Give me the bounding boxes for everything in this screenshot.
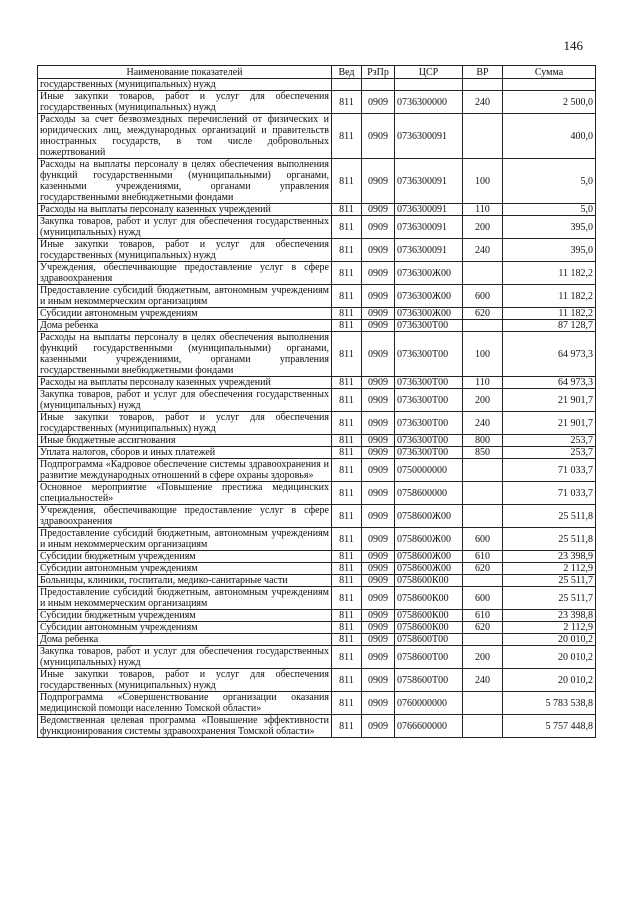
row-rzpr: 0909	[362, 447, 395, 459]
row-sum: 400,0	[503, 114, 596, 159]
row-vr	[463, 715, 503, 738]
row-rzpr: 0909	[362, 239, 395, 262]
row-name: Ведомственная целевая программа «Повышение эффективности функционирования системы здравоохранения Томской области»	[38, 715, 332, 738]
row-rzpr: 0909	[362, 412, 395, 435]
row-sum: 25 511,7	[503, 575, 596, 587]
table-row	[38, 114, 596, 159]
row-csr: 0758600Т00	[395, 646, 463, 669]
row-ved: 811	[332, 435, 362, 447]
row-name: Дома ребенка	[38, 634, 332, 646]
row-sum: 20 010,2	[503, 634, 596, 646]
row-name: Субсидии бюджетным учреждениям	[38, 610, 332, 622]
row-rzpr: 0909	[362, 159, 395, 204]
row-sum: 5 757 448,8	[503, 715, 596, 738]
row-ved: 811	[332, 239, 362, 262]
row-rzpr: 0909	[362, 669, 395, 692]
row-rzpr: 0909	[362, 285, 395, 308]
row-vr: 600	[463, 528, 503, 551]
row-sum: 5,0	[503, 204, 596, 216]
row-sum: 2 500,0	[503, 91, 596, 114]
row-ved: 811	[332, 412, 362, 435]
row-vr: 610	[463, 610, 503, 622]
row-sum: 21 901,7	[503, 412, 596, 435]
row-name: Учреждения, обеспечивающие предоставление услуг в сфере здравоохранения	[38, 262, 332, 285]
row-rzpr: 0909	[362, 634, 395, 646]
table-row	[38, 551, 596, 563]
row-sum: 25 511,8	[503, 505, 596, 528]
table-row	[38, 412, 596, 435]
row-name: Закупка товаров, работ и услуг для обеспечения государственных (муниципальных) нужд	[38, 216, 332, 239]
table-row	[38, 587, 596, 610]
row-vr: 100	[463, 332, 503, 377]
row-vr: 600	[463, 285, 503, 308]
row-csr: 0760000000	[395, 692, 463, 715]
row-vr	[463, 634, 503, 646]
row-ved: 811	[332, 159, 362, 204]
row-csr: 0736300Т00	[395, 435, 463, 447]
row-vr: 800	[463, 435, 503, 447]
row-vr: 110	[463, 204, 503, 216]
row-csr: 0736300091	[395, 114, 463, 159]
table-row	[38, 262, 596, 285]
row-name: Предоставление субсидий бюджетным, автономным учреждениям и иным некоммерческим организациям	[38, 285, 332, 308]
table-row	[38, 528, 596, 551]
row-sum: 64 973,3	[503, 332, 596, 377]
row-csr: 0736300Ж00	[395, 308, 463, 320]
row-name: Иные бюджетные ассигнования	[38, 435, 332, 447]
row-ved: 811	[332, 622, 362, 634]
row-vr	[463, 459, 503, 482]
row-name: Предоставление субсидий бюджетным, автономным учреждениям и иным некоммерческим организациям	[38, 528, 332, 551]
table-row	[38, 505, 596, 528]
row-ved: 811	[332, 587, 362, 610]
row-ved	[332, 79, 362, 91]
row-vr	[463, 692, 503, 715]
row-ved: 811	[332, 308, 362, 320]
row-csr: 0758600Ж00	[395, 563, 463, 575]
row-vr: 620	[463, 308, 503, 320]
row-name: Иные закупки товаров, работ и услуг для обеспечения государственных (муниципальных) нужд	[38, 412, 332, 435]
row-name: Подпрограмма «Совершенствование организации оказания медицинской помощи населению Томской области»	[38, 692, 332, 715]
table-row	[38, 435, 596, 447]
row-csr: 0736300Т00	[395, 389, 463, 412]
row-name: Субсидии бюджетным учреждениям	[38, 551, 332, 563]
row-vr: 200	[463, 216, 503, 239]
row-vr: 600	[463, 587, 503, 610]
table-row	[38, 389, 596, 412]
row-sum: 253,7	[503, 447, 596, 459]
row-name: Закупка товаров, работ и услуг для обеспечения государственных (муниципальных) нужд	[38, 646, 332, 669]
row-csr: 0758600Ж00	[395, 551, 463, 563]
row-sum: 23 398,9	[503, 551, 596, 563]
row-vr: 620	[463, 563, 503, 575]
row-vr: 240	[463, 239, 503, 262]
table-row	[38, 447, 596, 459]
row-csr: 0758600К00	[395, 575, 463, 587]
row-vr: 110	[463, 377, 503, 389]
table-row	[38, 239, 596, 262]
row-vr: 620	[463, 622, 503, 634]
header-rzpr: РзПр	[362, 66, 395, 79]
table-row	[38, 159, 596, 204]
row-vr	[463, 79, 503, 91]
row-csr: 0750000000	[395, 459, 463, 482]
row-name: Расходы на выплаты персоналу в целях обеспечения выполнения функций государственными (муниципальными) органами, казенными учреждениями, органами управления государственными внебюджетными фондами	[38, 159, 332, 204]
row-name: Расходы на выплаты персоналу казенных учреждений	[38, 204, 332, 216]
row-sum: 395,0	[503, 216, 596, 239]
row-vr	[463, 482, 503, 505]
row-name: Расходы на выплаты персоналу в целях обеспечения выполнения функций государственными (муниципальными) органами, казенными учреждениями, органами управления государственными внебюджетными фондами	[38, 332, 332, 377]
row-rzpr: 0909	[362, 505, 395, 528]
row-ved: 811	[332, 91, 362, 114]
row-csr: 0758600К00	[395, 610, 463, 622]
row-rzpr: 0909	[362, 551, 395, 563]
row-csr: 0758600Ж00	[395, 528, 463, 551]
row-rzpr: 0909	[362, 587, 395, 610]
row-name: государственных (муниципальных) нужд	[38, 79, 332, 91]
row-csr: 0736300Ж00	[395, 285, 463, 308]
row-sum: 87 128,7	[503, 320, 596, 332]
table-row	[38, 91, 596, 114]
row-sum: 5,0	[503, 159, 596, 204]
row-name: Расходы на выплаты персоналу казенных учреждений	[38, 377, 332, 389]
row-csr: 0736300091	[395, 216, 463, 239]
header-csr: ЦСР	[395, 66, 463, 79]
row-ved: 811	[332, 114, 362, 159]
row-rzpr: 0909	[362, 332, 395, 377]
row-sum: 25 511,7	[503, 587, 596, 610]
row-csr: 0736300091	[395, 159, 463, 204]
table-row	[38, 575, 596, 587]
row-ved: 811	[332, 715, 362, 738]
row-vr: 610	[463, 551, 503, 563]
row-ved: 811	[332, 563, 362, 575]
row-sum: 23 398,8	[503, 610, 596, 622]
row-name: Больницы, клиники, госпитали, медико-санитарные части	[38, 575, 332, 587]
row-vr	[463, 262, 503, 285]
row-vr: 240	[463, 669, 503, 692]
row-ved: 811	[332, 447, 362, 459]
row-csr: 0736300Т00	[395, 320, 463, 332]
row-ved: 811	[332, 389, 362, 412]
row-sum: 25 511,8	[503, 528, 596, 551]
row-csr: 0758600Т00	[395, 669, 463, 692]
row-sum: 71 033,7	[503, 459, 596, 482]
row-csr: 0736300000	[395, 91, 463, 114]
row-csr: 0758600Т00	[395, 634, 463, 646]
row-name: Субсидии автономным учреждениям	[38, 622, 332, 634]
row-csr: 0736300091	[395, 239, 463, 262]
row-vr	[463, 320, 503, 332]
row-rzpr: 0909	[362, 262, 395, 285]
row-ved: 811	[332, 551, 362, 563]
row-vr	[463, 505, 503, 528]
table-row	[38, 308, 596, 320]
row-vr	[463, 114, 503, 159]
row-ved: 811	[332, 320, 362, 332]
table-row	[38, 634, 596, 646]
row-rzpr: 0909	[362, 646, 395, 669]
row-vr	[463, 575, 503, 587]
header-sum: Сумма	[503, 66, 596, 79]
row-sum: 11 182,2	[503, 308, 596, 320]
row-name: Субсидии автономным учреждениям	[38, 308, 332, 320]
row-name: Дома ребенка	[38, 320, 332, 332]
table-row	[38, 622, 596, 634]
table-row	[38, 285, 596, 308]
row-csr: 0736300091	[395, 204, 463, 216]
row-ved: 811	[332, 459, 362, 482]
table-row	[38, 646, 596, 669]
row-name: Учреждения, обеспечивающие предоставление услуг в сфере здравоохранения	[38, 505, 332, 528]
row-csr: 0758600К00	[395, 587, 463, 610]
table-row	[38, 715, 596, 738]
row-rzpr: 0909	[362, 575, 395, 587]
header-ved: Вед	[332, 66, 362, 79]
row-name: Закупка товаров, работ и услуг для обеспечения государственных (муниципальных) нужд	[38, 389, 332, 412]
row-ved: 811	[332, 692, 362, 715]
row-rzpr: 0909	[362, 435, 395, 447]
row-vr: 100	[463, 159, 503, 204]
row-ved: 811	[332, 285, 362, 308]
row-rzpr: 0909	[362, 715, 395, 738]
row-rzpr: 0909	[362, 216, 395, 239]
row-sum: 395,0	[503, 239, 596, 262]
row-csr: 0736300Ж00	[395, 262, 463, 285]
page-number: 146	[563, 38, 583, 53]
row-rzpr: 0909	[362, 91, 395, 114]
row-rzpr: 0909	[362, 308, 395, 320]
row-rzpr: 0909	[362, 528, 395, 551]
row-rzpr: 0909	[362, 459, 395, 482]
row-rzpr: 0909	[362, 610, 395, 622]
row-vr: 200	[463, 389, 503, 412]
row-ved: 811	[332, 634, 362, 646]
row-ved: 811	[332, 528, 362, 551]
budget-table	[37, 65, 596, 738]
table-row	[38, 216, 596, 239]
row-name: Подпрограмма «Кадровое обеспечение системы здравоохранения и развитие международных отношений в сфере охраны здоровья»	[38, 459, 332, 482]
row-sum: 5 783 538,8	[503, 692, 596, 715]
row-ved: 811	[332, 204, 362, 216]
row-csr: 0758600К00	[395, 622, 463, 634]
row-rzpr	[362, 79, 395, 91]
row-name: Иные закупки товаров, работ и услуг для обеспечения государственных (муниципальных) нужд	[38, 239, 332, 262]
row-sum: 11 182,2	[503, 262, 596, 285]
table-row	[38, 563, 596, 575]
row-csr: 0736300Т00	[395, 377, 463, 389]
row-sum	[503, 79, 596, 91]
row-ved: 811	[332, 575, 362, 587]
table-row	[38, 320, 596, 332]
table-row	[38, 79, 596, 91]
row-name: Расходы за счет безвозмездных перечислений от физических и юридических лиц, международных организаций и правительств иностранных государств, в том числе добровольных пожертвований	[38, 114, 332, 159]
table-row	[38, 332, 596, 377]
row-rzpr: 0909	[362, 320, 395, 332]
row-csr: 0766600000	[395, 715, 463, 738]
header-vr: ВР	[463, 66, 503, 79]
row-csr: 0736300Т00	[395, 412, 463, 435]
row-sum: 20 010,2	[503, 669, 596, 692]
row-name: Предоставление субсидий бюджетным, автономным учреждениям и иным некоммерческим организациям	[38, 587, 332, 610]
table-row	[38, 482, 596, 505]
row-ved: 811	[332, 332, 362, 377]
row-sum: 21 901,7	[503, 389, 596, 412]
row-ved: 811	[332, 377, 362, 389]
row-sum: 2 112,9	[503, 622, 596, 634]
row-ved: 811	[332, 505, 362, 528]
row-ved: 811	[332, 216, 362, 239]
row-rzpr: 0909	[362, 563, 395, 575]
table-header-row	[38, 66, 596, 79]
row-vr: 240	[463, 91, 503, 114]
row-ved: 811	[332, 669, 362, 692]
row-rzpr: 0909	[362, 114, 395, 159]
row-csr: 0758600Ж00	[395, 505, 463, 528]
row-vr: 850	[463, 447, 503, 459]
row-csr: 0736300Т00	[395, 447, 463, 459]
row-ved: 811	[332, 482, 362, 505]
row-name: Субсидии автономным учреждениям	[38, 563, 332, 575]
row-name: Основное мероприятие «Повышение престижа медицинских специальностей»	[38, 482, 332, 505]
row-rzpr: 0909	[362, 377, 395, 389]
row-vr: 200	[463, 646, 503, 669]
table-row	[38, 610, 596, 622]
row-ved: 811	[332, 610, 362, 622]
table-body	[38, 79, 596, 738]
row-name: Уплата налогов, сборов и иных платежей	[38, 447, 332, 459]
row-sum: 20 010,2	[503, 646, 596, 669]
row-csr: 0758600000	[395, 482, 463, 505]
row-sum: 253,7	[503, 435, 596, 447]
table-row	[38, 692, 596, 715]
row-csr	[395, 79, 463, 91]
row-sum: 64 973,3	[503, 377, 596, 389]
row-rzpr: 0909	[362, 622, 395, 634]
table-row	[38, 669, 596, 692]
row-ved: 811	[332, 646, 362, 669]
row-sum: 2 112,9	[503, 563, 596, 575]
row-rzpr: 0909	[362, 482, 395, 505]
row-sum: 11 182,2	[503, 285, 596, 308]
table-row	[38, 377, 596, 389]
row-name: Иные закупки товаров, работ и услуг для обеспечения государственных (муниципальных) нужд	[38, 91, 332, 114]
row-sum: 71 033,7	[503, 482, 596, 505]
table-row	[38, 204, 596, 216]
row-rzpr: 0909	[362, 204, 395, 216]
row-ved: 811	[332, 262, 362, 285]
row-rzpr: 0909	[362, 692, 395, 715]
row-vr: 240	[463, 412, 503, 435]
header-name: Наименование показателей	[38, 66, 332, 79]
row-csr: 0736300Т00	[395, 332, 463, 377]
row-rzpr: 0909	[362, 389, 395, 412]
table-row	[38, 459, 596, 482]
row-name: Иные закупки товаров, работ и услуг для обеспечения государственных (муниципальных) нужд	[38, 669, 332, 692]
